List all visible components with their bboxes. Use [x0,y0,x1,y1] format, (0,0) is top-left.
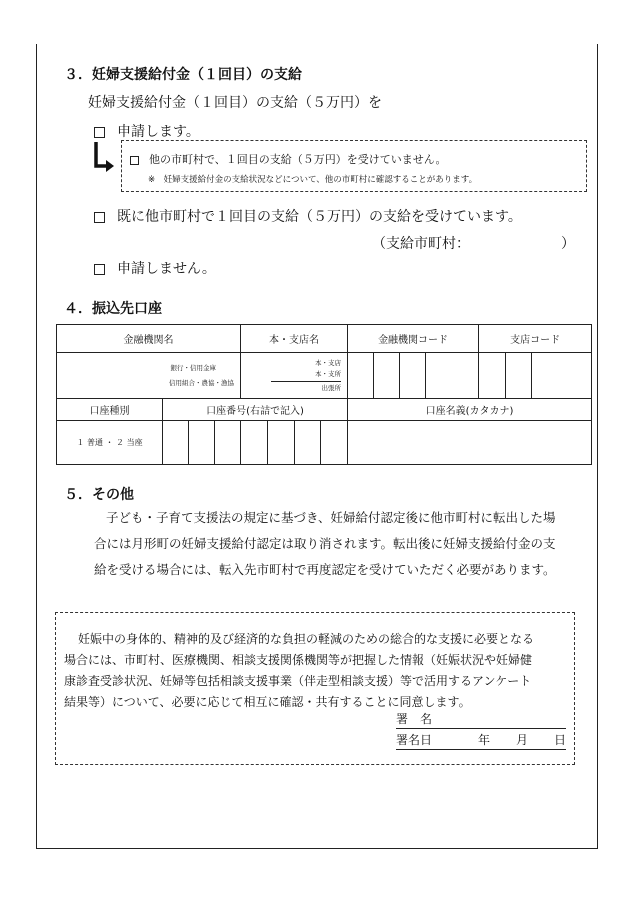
paid-city-field[interactable]: （支給市町村： ） [372,236,575,252]
section4-heading: ４．振込先口座 [64,301,162,317]
branch-code-digit[interactable] [479,353,506,399]
month-label: 月 [516,733,529,747]
branch-type-2: 本・支所 [315,369,342,378]
bank-code-digit[interactable] [400,353,426,399]
account-number-digit[interactable] [321,421,348,465]
signature-label: 署 名 [396,712,433,726]
consent-line-2: 場合には、市町村、医療機関、相談支援関係機関等が把握した情報（妊娠状況や妊婦健 [64,653,533,667]
section5-heading: ５．その他 [64,487,134,503]
bank-name-header: 金融機関名 [57,325,241,353]
section3-intro: 妊婦支援給付金（１回目）の支給（５万円）を [88,95,382,111]
section3-heading: ３．妊婦支援給付金（１回目）の支給 [64,67,302,83]
sub-option[interactable] [130,151,446,167]
branch-code-digit[interactable] [506,353,532,399]
section5-line-1: 子ども・子育て支援法の規定に基づき、妊婦給付認定後に他市町村に転出した場 [106,510,556,525]
bank-code-digit[interactable] [426,353,479,399]
branch-type-1: 本・支店 [315,358,342,367]
bank-code-header: 金融機関コード [348,325,479,353]
option-already[interactable] [94,206,522,226]
sub-option-note: ※ 妊婦支援給付金の支給状況などについて、他の市町村に確認することがあります。 [148,175,478,185]
account-number-digit[interactable] [163,421,189,465]
option-apply[interactable] [94,121,200,141]
account-type-header: 口座種別 [57,399,163,421]
bank-account-table [56,324,592,465]
account-number-digit[interactable] [241,421,268,465]
bank-type-2: 信用組合・農協・漁協 [169,378,235,387]
account-type-cell[interactable]: １ 普通 ・ ２ 当座 [57,421,163,465]
account-holder-header: 口座名義(カタカナ) [348,399,592,421]
branch-code-digit[interactable] [532,353,592,399]
branch-name-cell[interactable] [241,353,348,399]
consent-line-1: 妊娠中の身体的、精神的及び経済的な負担の軽減のための総合的な支援に必要となる [78,632,535,646]
signature-field[interactable] [396,710,566,729]
consent-line-4: 結果等）について、必要に応じて相互に確認・共有することに同意します。 [64,695,471,709]
option-already-label: 既に他市町村で１回目の支給（５万円）の支給を受けています。 [117,209,522,225]
option-not-apply-label: 申請しません。 [117,261,216,277]
section5-line-2: 合には月形町の妊婦支援給付認定は取り消されます。転出後に妊婦支援給付金の支 [94,536,556,551]
section5-body [64,505,584,583]
apply-checkbox[interactable] [94,127,105,138]
consent-line-3: 康診査受診状況、妊婦等包括相談支援事業（伴走型相談支援）等で活用するアンケート [64,674,532,688]
account-number-digit[interactable] [295,421,321,465]
account-holder-cell[interactable] [348,421,592,465]
bank-code-digit[interactable] [374,353,400,399]
branch-code-header: 支店コード [479,325,592,353]
date-label: 署名日 [396,733,433,747]
account-number-digit[interactable] [215,421,241,465]
sub-option-label: 他の市町村で、１回目の支給（５万円）を受けていません。 [149,153,447,166]
consent-body [64,629,570,713]
account-number-digit[interactable] [189,421,215,465]
branch-name-header: 本・支店名 [241,325,348,353]
account-number-digit[interactable] [268,421,295,465]
already-checkbox[interactable] [94,212,105,223]
bank-name-cell[interactable] [57,353,241,399]
day-label: 日 [554,733,567,747]
not-apply-checkbox[interactable] [94,264,105,275]
option-apply-label: 申請します。 [117,124,200,140]
branch-type-3: 出張所 [271,381,341,392]
bank-type-1: 銀行・信用金庫 [170,364,217,373]
option-not-apply[interactable] [94,258,216,278]
arrow-down-right-icon [92,140,116,176]
section5-line-3: 給を受ける場合には、転入先市町村で再度認定を受けていただく必要があります。 [94,562,556,577]
year-label: 年 [478,733,491,747]
account-number-header: 口座番号(右詰で記入) [163,399,348,421]
signature-date-field[interactable] [396,731,566,750]
sub-option-checkbox[interactable] [130,156,139,165]
bank-code-digit[interactable] [348,353,374,399]
